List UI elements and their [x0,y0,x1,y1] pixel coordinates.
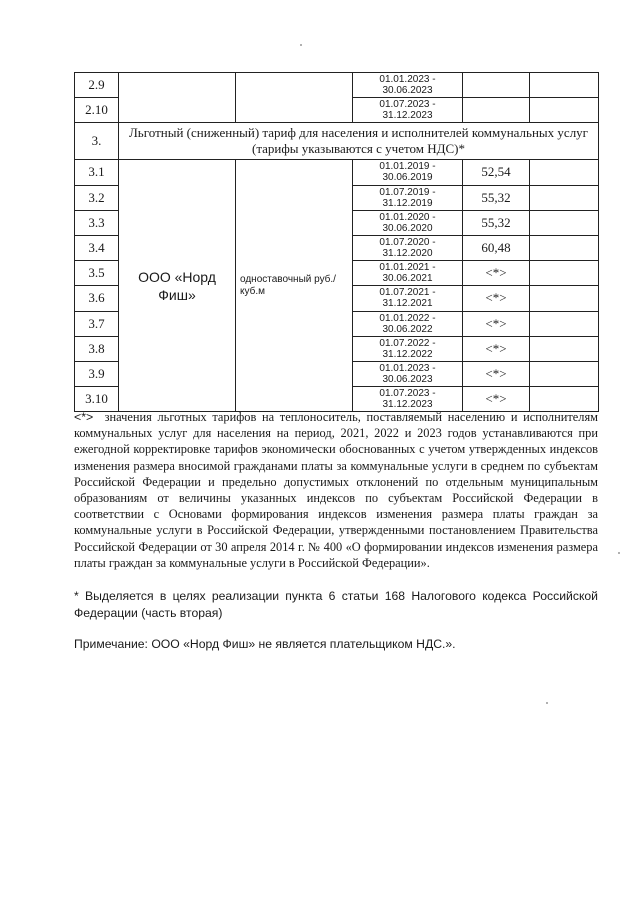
tariff-value [463,73,530,98]
extra-cell [530,311,599,336]
vat-remark: Примечание: ООО «Норд Фиш» не является плательщиком НДС.». [74,637,456,651]
extra-cell [530,361,599,386]
organization-name: ООО «Норд Фиш» [119,160,236,412]
period-cell [353,387,463,412]
tariff-value: <*> [463,387,530,412]
footnote-main [74,409,598,571]
period-to: 31.12.2022 [382,348,433,360]
period-cell [353,235,463,260]
period-to: 30.06.2019 [382,172,433,184]
period-to: 31.12.2023 [382,399,433,411]
period-from: 01.01.2022 - [379,312,436,324]
scan-speck [300,44,302,46]
period-from: 01.07.2021 - [379,287,436,299]
extra-cell [530,387,599,412]
tariff-value: <*> [463,261,530,286]
org-cell-empty [119,73,236,123]
section-number: 3. [75,123,119,160]
row-number: 3.8 [75,336,119,361]
tariff-unit: одноставочный руб./куб.м [236,160,353,412]
period-from: 01.07.2023 - [379,388,436,400]
row-number: 3.4 [75,235,119,260]
tariff-table [74,72,599,412]
tariff-value: 55,32 [463,210,530,235]
row-number: 3.2 [75,185,119,210]
extra-cell [530,210,599,235]
tariff-value: 55,32 [463,185,530,210]
unit-cell-empty [236,73,353,123]
period-cell [353,210,463,235]
row-number: 3.5 [75,261,119,286]
period-from: 01.07.2022 - [379,337,436,349]
footnote-text: значения льготных тарифов на теплоноситель, поставляемый населению и исполнителям коммунальных услуг для населения на период, 2021, 2022 и 2023 годов устанавливаются при ежегодной корректировке тарифов экономически обоснованных с учетом утвержденных индексов изменения размера вносимой гражданами платы за коммунальные услуги в среднем по субъектам Российской Федерации и предельно допустимых отклонений по отдельным муниципальным образованиям от величины указанных индексов по субъектам Российской Федерации в соответствии с Основами формирования индексов изменения размера платы граждан за коммунальные услуги в Российской Федерации, утвержденными постановлением Правительства Российской Федерации от 30 апреля 2014 г. № 400 «О формировании индексов изменения размера платы граждан за коммунальные услуги в Российской Федерации». [74,410,598,570]
table-row [75,73,599,98]
tariff-value: <*> [463,336,530,361]
period-from: 01.07.2019 - [379,186,436,198]
footnote-mark: <*> [74,410,94,424]
period-from: 01.01.2023 - [379,362,436,374]
period-cell [353,185,463,210]
period-cell [353,160,463,185]
extra-cell [530,160,599,185]
tariff-value: <*> [463,286,530,311]
row-number: 3.9 [75,361,119,386]
period-from: 01.01.2023 - [379,74,436,86]
table-row [75,160,599,185]
tariff-value: 60,48 [463,235,530,260]
section-title: Льготный (сниженный) тариф для населения и исполнителей коммунальных услуг (тарифы указываются с учетом НДС)* [119,123,599,160]
period-to: 31.12.2020 [382,248,433,260]
extra-cell [530,98,599,123]
period-cell [353,336,463,361]
extra-cell [530,185,599,210]
period-from: 01.01.2021 - [379,262,436,274]
period-from: 01.07.2020 - [379,237,436,249]
period-to: 30.06.2022 [382,323,433,335]
period-to: 30.06.2023 [382,85,433,97]
tariff-value [463,98,530,123]
period-to: 31.12.2019 [382,197,433,209]
period-to: 30.06.2020 [382,222,433,234]
extra-cell [530,235,599,260]
row-number: 2.10 [75,98,119,123]
row-number: 3.7 [75,311,119,336]
tariff-value: <*> [463,311,530,336]
section-header-row [75,123,599,160]
row-number: 3.10 [75,387,119,412]
tariff-value: 52,54 [463,160,530,185]
period-cell [353,261,463,286]
period-to: 30.06.2021 [382,273,433,285]
row-number: 3.1 [75,160,119,185]
period-from: 01.07.2023 - [379,99,436,111]
row-number: 3.6 [75,286,119,311]
period-cell [353,73,463,98]
period-cell [353,311,463,336]
row-number: 2.9 [75,73,119,98]
extra-cell [530,286,599,311]
period-to: 31.12.2021 [382,298,433,310]
scan-speck [618,552,620,554]
extra-cell [530,73,599,98]
scan-speck [546,702,548,704]
extra-cell [530,336,599,361]
extra-cell [530,261,599,286]
period-cell [353,361,463,386]
period-cell [353,286,463,311]
row-number: 3.3 [75,210,119,235]
period-cell [353,98,463,123]
tariff-value: <*> [463,361,530,386]
period-to: 31.12.2023 [382,110,433,122]
period-to: 30.06.2023 [382,373,433,385]
period-from: 01.01.2020 - [379,211,436,223]
vat-star-note: * Выделяется в целях реализации пункта 6 статьи 168 Налогового кодекса Российской Федерации (часть вторая) [74,589,598,620]
period-from: 01.01.2019 - [379,161,436,173]
